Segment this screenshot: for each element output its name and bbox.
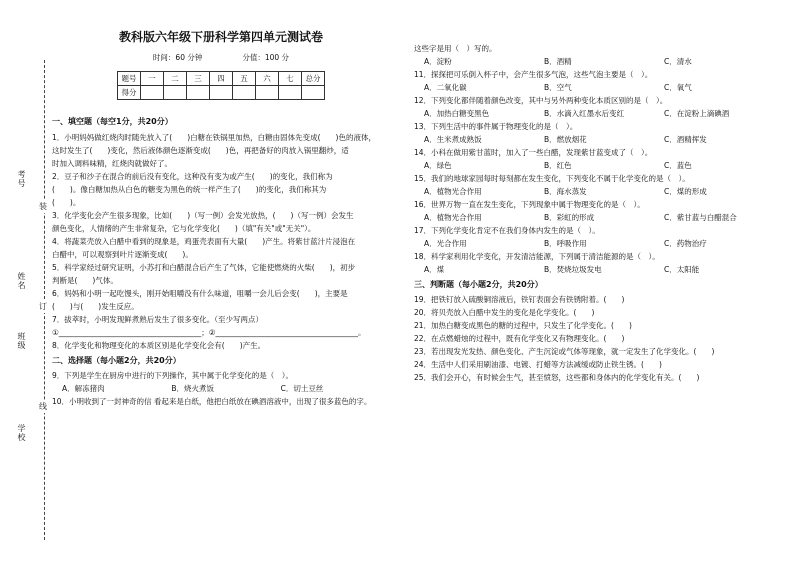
question-line: 3．化学变化会产生很多现象，比如( )（写一例）会发光放热，( )（写一例）会发生 [52,211,354,220]
question-7 [52,313,390,339]
question-1 [52,131,390,170]
score-cell: 六 [256,72,279,86]
option: B．水滴入红墨水后变红 [544,109,625,118]
question-11: 11．探探把可乐倒入杯子中，会产生很多气泡，这些气泡主要是（ ）。 [414,70,653,79]
question-3 [52,209,390,235]
section-title: 三、判断题（每小题2分，共20分） [414,280,543,289]
score-cell-input[interactable] [256,86,279,100]
option: B．呼吸作用 [544,239,587,248]
option: A．光合作用 [424,239,467,248]
score-cell: 总分 [302,72,325,86]
score-cell: 一 [141,72,164,86]
question-line: 时加入调料味精，红烧肉就做好了。 [52,159,172,168]
judgment-22: 22．在点燃蜡烛的过程中，既有化学变化又有物理变化。( ) [414,334,625,343]
option: C．酒精挥发 [664,135,707,144]
score-cell-input[interactable] [210,86,233,100]
binding-label-exam-number: 考号 [17,170,26,188]
question-line: 这时发生了( )变化，然后液体颜色逐渐变成( )色，再把备好的肉放入锅里翻炒，适 [52,146,349,155]
question-5 [52,261,390,287]
option: C．在淀粉上滴碘酒 [664,109,730,118]
exam-time: 时间：60 分钟 [152,53,203,62]
question-9-options [52,382,390,395]
option: A．植物光合作用 [424,187,482,196]
option: A．解冻猪肉 [62,384,105,393]
option: B．焚烧垃圾发电 [544,265,602,274]
option: B．燃放烟花 [544,135,587,144]
option: C．紫甘蓝与白醋混合 [664,213,737,222]
option: A．绿色 [424,161,452,170]
score-cell-input[interactable] [302,86,325,100]
judgment-21: 21．加热白糖变成黑色的糖的过程中，只发生了化学变化。( ) [414,321,632,330]
option: A．二氧化碳 [424,83,467,92]
judgment-23: 23．若出现发光发热、颜色变化、产生沉淀或气体等现象，就一定发生了化学变化。( ) [414,347,715,356]
question-11-options [414,81,784,94]
question-9: 9．下列是学生在厨房中进行的下列操作，其中属于化学变化的是（ ）。 [52,371,294,380]
question-6 [52,287,390,313]
option: C．清水 [664,57,692,66]
binding-label-name: 姓名 [17,272,26,290]
question-10-cont: 这些字是用（ ）写的。 [414,44,497,53]
option: B．红色 [544,161,572,170]
question-16-options [414,211,784,224]
question-18: 18．科学家利用化学变化，开发清洁能源，下列属于清洁能源的是（ ）。 [414,252,660,261]
question-line: 判断是( )气体。 [52,276,118,285]
binding-label-school: 学校 [17,424,26,442]
score-cell: 四 [210,72,233,86]
left-column [52,28,390,408]
question-line: 2．豆子和沙子在混合的前后没有变化，这种没有变为或产生( )的变化，我们称为 [52,172,333,181]
question-18-options [414,263,784,276]
question-8 [52,339,390,352]
question-13-options [414,133,784,146]
question-line: ( )。像白糖加热从白色的糖变为黑色的统一样产生了( )的变化，我们称其为 [52,185,327,194]
option: C．煤的形成 [664,187,707,196]
option: B．酒精 [544,57,572,66]
score-cell: 得分 [118,86,141,100]
option: A．植物光合作用 [424,213,482,222]
judgment-19: 19．把铁钉放入硫酸铜溶液后，铁钉表面会有铁锈附着。( ) [414,295,625,304]
judgment-20: 20．将贝壳放入白醋中发生的变化是化学变化。( ) [414,308,595,317]
section-title: 一、填空题（每空1分，共20分） [52,117,173,126]
question-line: ( )。 [52,198,81,207]
question-17-options [414,237,784,250]
score-cell: 五 [233,72,256,86]
question-14: 14．小科在做用紫甘蓝时，加入了一些白醋，发现紫甘蓝变成了（ ）。 [414,148,653,157]
score-cell-input[interactable] [141,86,164,100]
question-4 [52,235,390,261]
page-title: 教科版六年级下册科学第四单元测试卷 [118,30,323,44]
score-cell-input[interactable] [233,86,256,100]
option: B．烧火煮饭 [171,384,214,393]
binding-label-class: 班级 [17,332,26,350]
score-table-score-row [118,86,325,100]
option: C．蓝色 [664,161,692,170]
score-cell: 三 [187,72,210,86]
option: C．药物治疗 [664,239,707,248]
question-17: 17．下列化学变化肯定不在我们身体内发生的是（ ）。 [414,226,600,235]
question-line: 4．将蔬菜壳放入白醋中看到的现象是，鸡蛋壳表面有大量( )产生。将紫甘蓝汁片浸泡在 [52,237,356,246]
option: A．煤 [424,265,445,274]
seal-char: 订 [39,302,47,311]
score-cell: 二 [164,72,187,86]
option: A．生米煮成熟饭 [424,135,482,144]
score-cell-input[interactable] [187,86,210,100]
score-cell-input[interactable] [164,86,187,100]
option: C．切土豆丝 [280,384,324,393]
question-10: 10．小明收到了一封神奇的信 看起来是白纸，他把白纸放在碘酒溶液中，出现了很多蓝色的字。 [52,397,372,406]
judgment-25: 25．我们会开心，有时候会生气，甚至愤怒，这些都和身体内的化学变化有关。( ) [414,373,700,382]
question-line: 7．拔萃时，小明发现鲜煮熟后发生了很多变化。（至少写两点） [52,315,264,324]
score-table-header-row [118,72,325,86]
question-line: 8．化学变化和物理变化的本质区别是化学变化会有( )产生。 [52,341,266,350]
score-table [117,71,325,100]
question-10-options [414,55,784,68]
exam-meta [52,52,390,63]
option: A．加热白糖变黑色 [424,109,490,118]
option: B．海水蒸发 [544,187,587,196]
exam-score: 分值：100 分 [242,53,290,62]
score-cell: 题号 [118,72,141,86]
seal-char: 装 [39,202,47,211]
score-cell-input[interactable] [279,86,302,100]
question-13: 13．下列生活中的事件属于物理变化的是（ ）。 [414,122,578,131]
judgment-24: 24．生活中人们采用刷油漆、电镀、打蜡等方法减缓或防止铁生锈。( ) [414,360,662,369]
question-14-options [414,159,784,172]
section-title: 二、选择题（每小题2分，共20分） [52,356,181,365]
question-12-options [414,107,784,120]
question-12: 12．下列变化都伴随着颜色改变，其中与另外两种变化本质区别的是（ ）。 [414,96,668,105]
option: C．氧气 [664,83,692,92]
question-15-options [414,185,784,198]
question-line: 5．科学家经过研究证明，小苏打和白醋混合后产生了气体，它能使燃烧的火柴( )，初步 [52,263,356,272]
option: B．空气 [544,83,572,92]
question-2 [52,170,390,209]
question-line: 颜色变化，人情绪的产生非常复杂，它与化学变化( )（填"有关"或"无关"）。 [52,224,316,233]
question-15: 15．我们的地球家园每时每刻都在发生变化，下列变化不属于化学变化的是（ ）。 [414,174,690,183]
score-cell: 七 [279,72,302,86]
option: B．彩虹的形成 [544,213,595,222]
right-column [414,42,784,384]
question-line: ①______________________________________；②______________________________________。 [52,328,366,337]
question-line: ( )与( )发生反应。 [52,302,139,311]
question-line: 1．小明妈妈做红烧肉时随先放入了( )白糖在铁锅里加热，白糖由固体先变成( )色的液体， [52,133,376,142]
seal-char: 线 [39,402,47,411]
question-line: 6．妈妈和小明一起吃馒头，刚开始咀嚼没有什么味道，咀嚼一会儿后会变( )，主要是 [52,289,348,298]
option: A．淀粉 [424,57,452,66]
option: C．太阳能 [664,265,700,274]
question-line: 白醋中，可以观察到叶片逐渐变成( )。 [52,250,193,259]
question-16: 16．世界万物一直在发生变化，下列现象中属于物理变化的是（ ）。 [414,200,645,209]
